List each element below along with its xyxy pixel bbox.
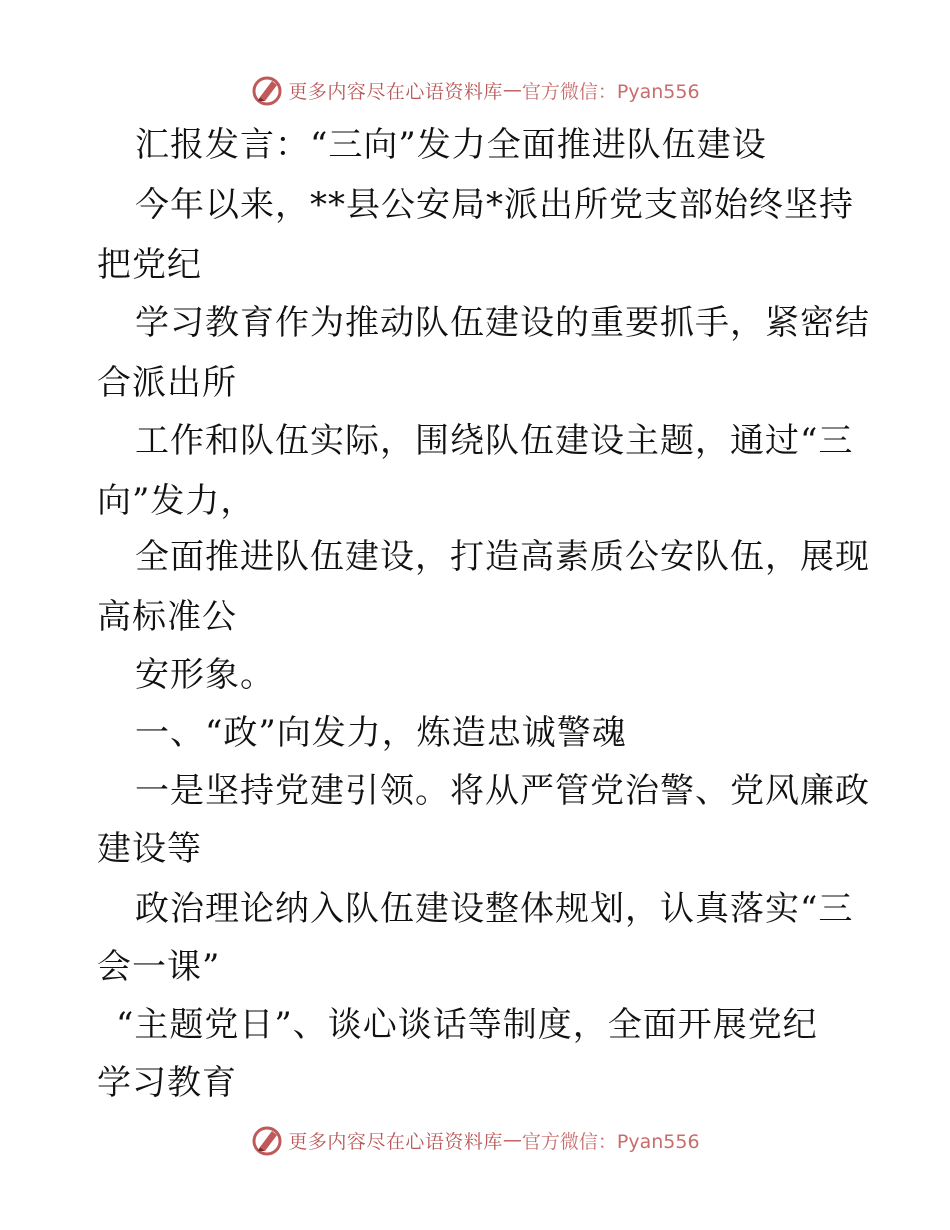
paragraph-line: 合派出所 [97,363,237,403]
watermark-header [0,70,950,110]
paragraph-line: 建设等 [97,829,202,869]
paragraph-line: 高标准公 [97,597,237,637]
paragraph-line: 学习教育 [97,1063,237,1103]
section-heading: 一、“政”向发力，炼造忠诚警魂 [135,713,627,753]
watermark-main-text: 更多内容尽在心语资料库 [288,80,503,103]
paragraph-line: 政治理论纳入队伍建设整体规划，认真落实“三 [135,889,854,929]
paragraph-line: 一是坚持党建引领。将从严管党治警、党风廉政 [135,771,870,811]
paragraph-line: 安形象。 [135,655,275,695]
pen-logo-icon [250,73,284,107]
watermark-separator: — [502,79,522,101]
document-title: 汇报发言：“三向”发力全面推进队伍建设 [135,125,767,165]
watermark-separator: — [502,1129,522,1151]
paragraph-line: “主题党日”、谈心谈话等制度，全面开展党纪 [116,1005,818,1045]
watermark-footer [0,1120,950,1160]
paragraph-line: 工作和队伍实际，围绕队伍建设主题，通过“三 [135,421,854,461]
paragraph-line: 向”发力， [97,481,256,521]
paragraph-line: 全面推进队伍建设，打造高素质公安队伍，展现 [135,537,870,577]
pen-logo-icon [250,1123,284,1157]
watermark-main-text: 更多内容尽在心语资料库 [288,1130,503,1153]
watermark-wechat-text: 官方微信：Pyan556 [521,80,700,103]
paragraph-line: 把党纪 [97,245,202,285]
paragraph-line: 今年以来，**县公安局*派出所党支部始终坚持 [135,185,854,225]
watermark-wechat-text: 官方微信：Pyan556 [521,1130,700,1153]
paragraph-line: 学习教育作为推动队伍建设的重要抓手，紧密结 [135,303,870,343]
paragraph-line: 会一课” [97,947,221,987]
